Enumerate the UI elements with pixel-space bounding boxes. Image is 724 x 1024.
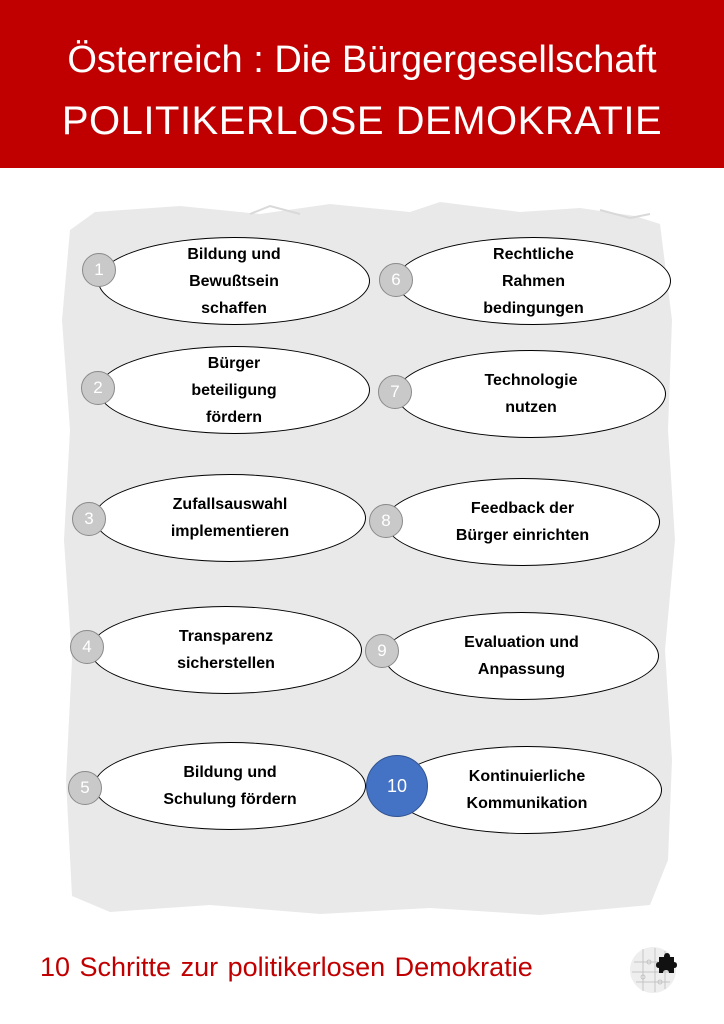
step-ellipse bbox=[98, 237, 370, 325]
puzzle-icon bbox=[628, 945, 678, 995]
page-title: Österreich : Die Bürgergesellschaft bbox=[67, 39, 657, 81]
step-ellipse bbox=[384, 612, 659, 700]
step-number-badge: 3 bbox=[72, 502, 106, 536]
step-number-badge-highlighted: 10 bbox=[366, 755, 428, 817]
step-number-badge: 4 bbox=[70, 630, 104, 664]
step-label: Bildung und Schulung fördern bbox=[163, 764, 297, 808]
step-ellipse bbox=[94, 742, 366, 830]
step-label: Kontinuierliche Kommunikation bbox=[466, 768, 588, 812]
step-label: Feedback der Bürger einrichten bbox=[455, 500, 590, 544]
step-label: Zufallsauswahl implementieren bbox=[170, 496, 290, 540]
step-label: Bürger beteiligung fördern bbox=[191, 354, 277, 426]
step-ellipse bbox=[396, 350, 666, 438]
step-ellipse bbox=[392, 746, 662, 834]
step-label: Transparenz sicherstellen bbox=[177, 628, 275, 672]
step-number-badge: 2 bbox=[81, 371, 115, 405]
step-label: Technologie nutzen bbox=[484, 372, 578, 416]
step-number-badge: 9 bbox=[365, 634, 399, 668]
step-ellipse bbox=[94, 474, 366, 562]
step-number-badge: 8 bbox=[369, 504, 403, 538]
step-number-badge: 5 bbox=[68, 771, 102, 805]
step-label: Rechtliche Rahmen bedingungen bbox=[483, 245, 584, 317]
footer-caption: 10 Schritte zur politikerlosen Demokratie bbox=[40, 952, 533, 982]
step-number-badge: 1 bbox=[82, 253, 116, 287]
page-subtitle: POLITIKERLOSE DEMOKRATIE bbox=[61, 99, 663, 143]
step-number-badge: 6 bbox=[379, 263, 413, 297]
step-number-badge: 7 bbox=[378, 375, 412, 409]
step-label: Evaluation und Anpassung bbox=[464, 634, 579, 678]
step-label: Bildung und Bewußtsein schaffen bbox=[187, 245, 281, 317]
step-ellipse bbox=[396, 237, 671, 325]
step-ellipse bbox=[90, 606, 362, 694]
step-ellipse bbox=[98, 346, 370, 434]
step-ellipse bbox=[385, 478, 660, 566]
